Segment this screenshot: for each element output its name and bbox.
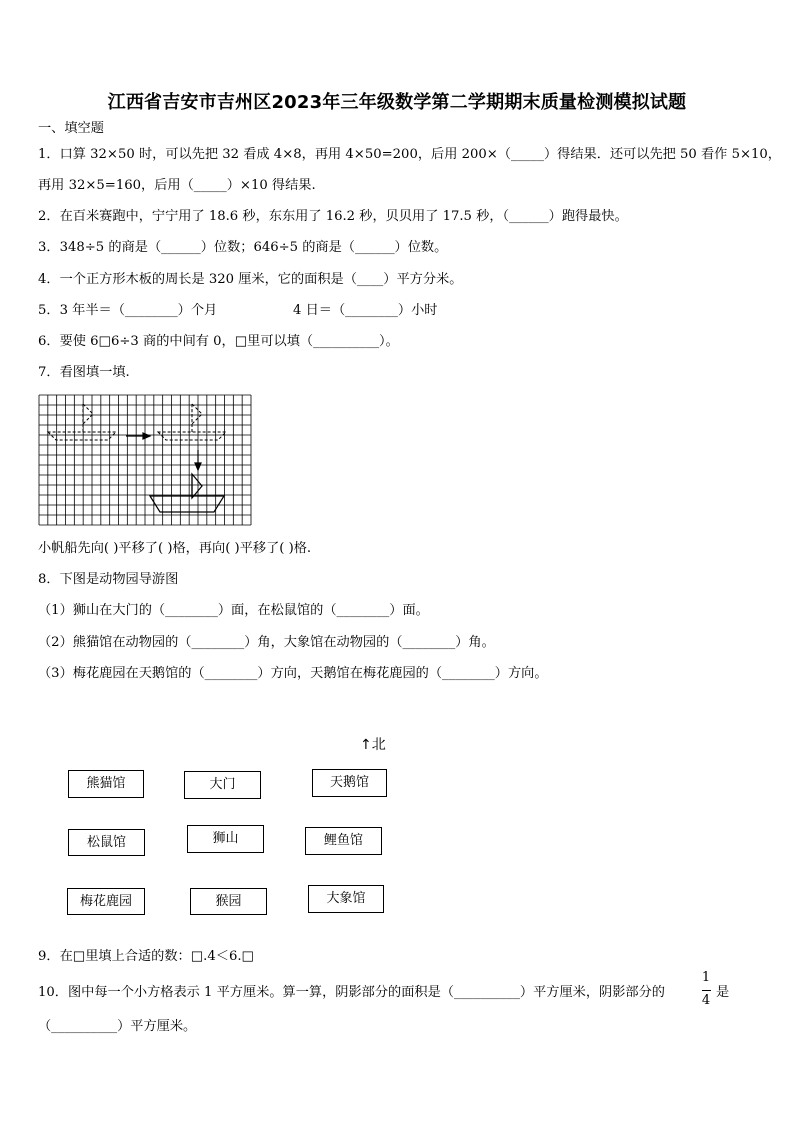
section-heading: 一、填空题 <box>38 121 104 136</box>
question-1-line-2: 再用 32×5=160，后用（_____）×10 得结果. <box>38 178 316 193</box>
question-8-1: （1）狮山在大门的（________）面，在松鼠馆的（________）面。 <box>38 603 429 618</box>
fraction-denominator: 4 <box>701 993 711 1008</box>
question-5a: 5．3 年半＝（________）个月 <box>38 303 218 318</box>
sailboat-grid-figure <box>38 394 252 526</box>
north-arrow-label: ↑北 <box>360 737 386 753</box>
map-box-carp: 鲤鱼馆 <box>305 827 382 855</box>
map-box-elephant: 大象馆 <box>308 885 384 913</box>
question-4: 4．一个正方形木板的周长是 320 厘米，它的面积是（____）平方分米。 <box>38 272 463 287</box>
fraction-bar <box>702 990 711 991</box>
question-10-line-1: 10．图中每一个小方格表示 1 平方厘米。算一算，阴影部分的面积是（__________）平方厘米，阴影部分的 <box>38 985 665 1000</box>
question-7-answer: 小帆船先向( )平移了( )格，再向( )平移了( )格. <box>38 541 312 556</box>
question-9: 9．在□里填上合适的数：□.4＜6.□ <box>38 949 254 964</box>
question-8: 8．下图是动物园导游图 <box>38 572 179 587</box>
question-1-line-1: 1．口算 32×50 时，可以先把 32 看成 4×8，再用 4×50=200，后用 200×（_____）得结果．还可以先把 50 看作 5×10， <box>38 147 781 162</box>
question-10-suffix: 是 <box>716 985 730 1000</box>
map-box-squirrel: 松鼠馆 <box>68 829 145 856</box>
map-box-swan: 天鹅馆 <box>312 769 387 797</box>
page-title: 江西省吉安市吉州区2023年三年级数学第二学期期末质量检测模拟试题 <box>107 92 687 113</box>
map-box-deer: 梅花鹿园 <box>67 888 145 915</box>
question-10-line-2: （__________）平方厘米。 <box>38 1019 197 1034</box>
question-6: 6．要使 6□6÷3 商的中间有 0，□里可以填（__________）。 <box>38 334 399 349</box>
map-box-gate: 大门 <box>184 771 261 799</box>
question-8-2: （2）熊猫馆在动物园的（________）角，大象馆在动物园的（________）角。 <box>38 635 495 650</box>
question-7: 7．看图填一填. <box>38 365 130 380</box>
question-8-3: （3）梅花鹿园在天鹅馆的（________）方向，天鹅馆在梅花鹿园的（________）方向。 <box>38 666 548 681</box>
question-5b: 4 日＝（________）小时 <box>293 303 438 318</box>
map-box-panda: 熊猫馆 <box>68 770 144 798</box>
question-2: 2．在百米赛跑中，宁宁用了 18.6 秒，东东用了 16.2 秒，贝贝用了 17.5 秒，（______）跑得最快。 <box>38 209 628 224</box>
map-box-monkey: 猴园 <box>190 888 267 915</box>
map-box-lion-hill: 狮山 <box>187 825 264 853</box>
question-3: 3．348÷5 的商是（______）位数；646÷5 的商是（______）位数。 <box>38 240 448 255</box>
fraction-numerator: 1 <box>701 970 711 985</box>
